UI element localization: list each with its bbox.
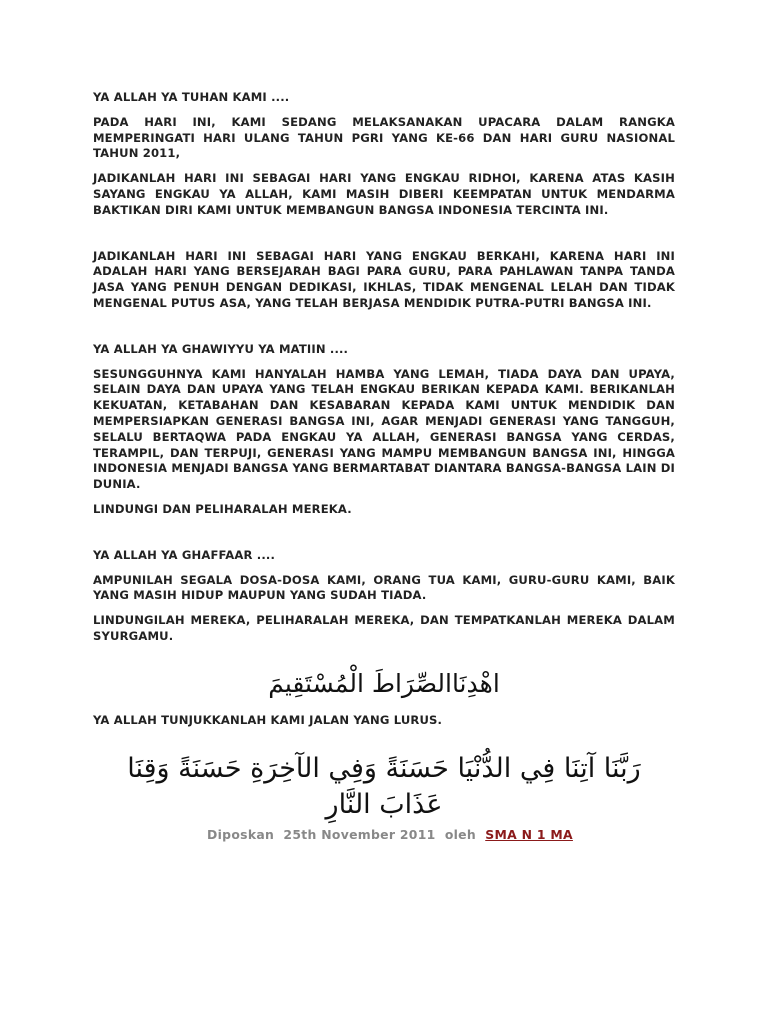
paragraph-3: JADIKANLAH HARI INI SEBAGAI HARI YANG ENGKAU BERKAHI, KARENA HARI INI ADALAH HARI YANG BERSEJARAH BAGI PARA GURU, PARA PAHLAWAN TANPA TANDA JASA YANG PENUH DENGAN DEDIKASI, IKHLAS, TIDAK MENGENAL LELAH DAN TIDAK MENGENAL PUTUS ASA, YANG TELAH BERJASA MENDIDIK PUTRA-PUTRI BANGSA INI. [93,248,675,310]
paragraph-4: SESUNGGUHNYA KAMI HANYALAH HAMBA YANG LEMAH, TIADA DAYA DAN UPAYA, SELAIN DAYA DAN UPAYA YANG TELAH ENGKAU BERIKAN KEPADA KAMI. BERIKANLAH KEKUATAN, KETABAHAN DAN KESABARAN KEPADA KAMI UNTUK MENDIDIK DAN MEMPERSIAPKAN GENERASI BANGSA INI, AGAR MENJADI GENERASI YANG TANGGUH, SELALU BERTAQWA PADA ENGKAU YA ALLAH, GENERASI BANGSA YANG CERDAS, TERAMPIL, DAN TERPUJI, GENERASI YANG MAMPU MEMBANGUN BANGSA INI, HINGGA INDONESIA MENJADI BANGSA YANG BERMARTABAT DIANTARA BANGSA-BANGSA LAIN DI DUNIA. [93,366,675,492]
prayer-heading-2: YA ALLAH YA GHAWIYYU YA MATIIN .... [93,341,349,356]
post-footer [93,827,675,842]
arabic-verse-2: رَبَّنَا آتِنَا فِي الدُّنْيَا حَسَنَةً وَفِي الآخِرَةِ حَسَنَةً وَقِنَا عَذَابَ النَّارِ [127,752,641,820]
paragraph-1: PADA HARI INI, KAMI SEDANG MELAKSANAKAN UPACARA DALAM RANGKA MEMPERINGATI HARI ULANG TAHUN PGRI YANG KE-66 DAN HARI GURU NASIONAL TAHUN 2011, [93,114,675,161]
arabic-verse-1: اهْدِنَاالصِّرَاطَ الْمُسْتَقِيمَ [268,668,500,698]
post-date: 25th November 2011 [283,826,436,842]
paragraph-5: LINDUNGI DAN PELIHARALAH MEREKA. [93,501,352,516]
document-body [93,90,675,842]
paragraph-2: JADIKANLAH HARI INI SEBAGAI HARI YANG ENGKAU RIDHOI, KARENA ATAS KASIH SAYANG ENGKAU YA ALLAH, KAMI MASIH DIBERI KEEMPATAN UNTUK MENDARMA BAKTIKAN DIRI KAMI UNTUK MEMBANGUN BANGSA INDONESIA TERCINTA INI. [93,171,675,217]
paragraph-6: AMPUNILAH SEGALA DOSA-DOSA KAMI, ORANG TUA KAMI, GURU-GURU KAMI, BAIK YANG MASIH HIDUP MAUPUN YANG SUDAH TIADA. [93,572,675,603]
prayer-heading-1: YA ALLAH YA TUHAN KAMI .... [93,90,290,104]
by-label: oleh [444,826,476,842]
prayer-heading-3: YA ALLAH YA GHAFFAAR .... [93,547,276,562]
posted-label: Diposkan [207,826,275,842]
paragraph-8: YA ALLAH TUNJUKKANLAH KAMI JALAN YANG LURUS. [93,712,443,727]
author-link[interactable]: SMA N 1 MA [485,826,573,842]
paragraph-7: LINDUNGILAH MEREKA, PELIHARALAH MEREKA, DAN TEMPATKANLAH MEREKA DALAM SYURGAMU. [93,613,675,643]
